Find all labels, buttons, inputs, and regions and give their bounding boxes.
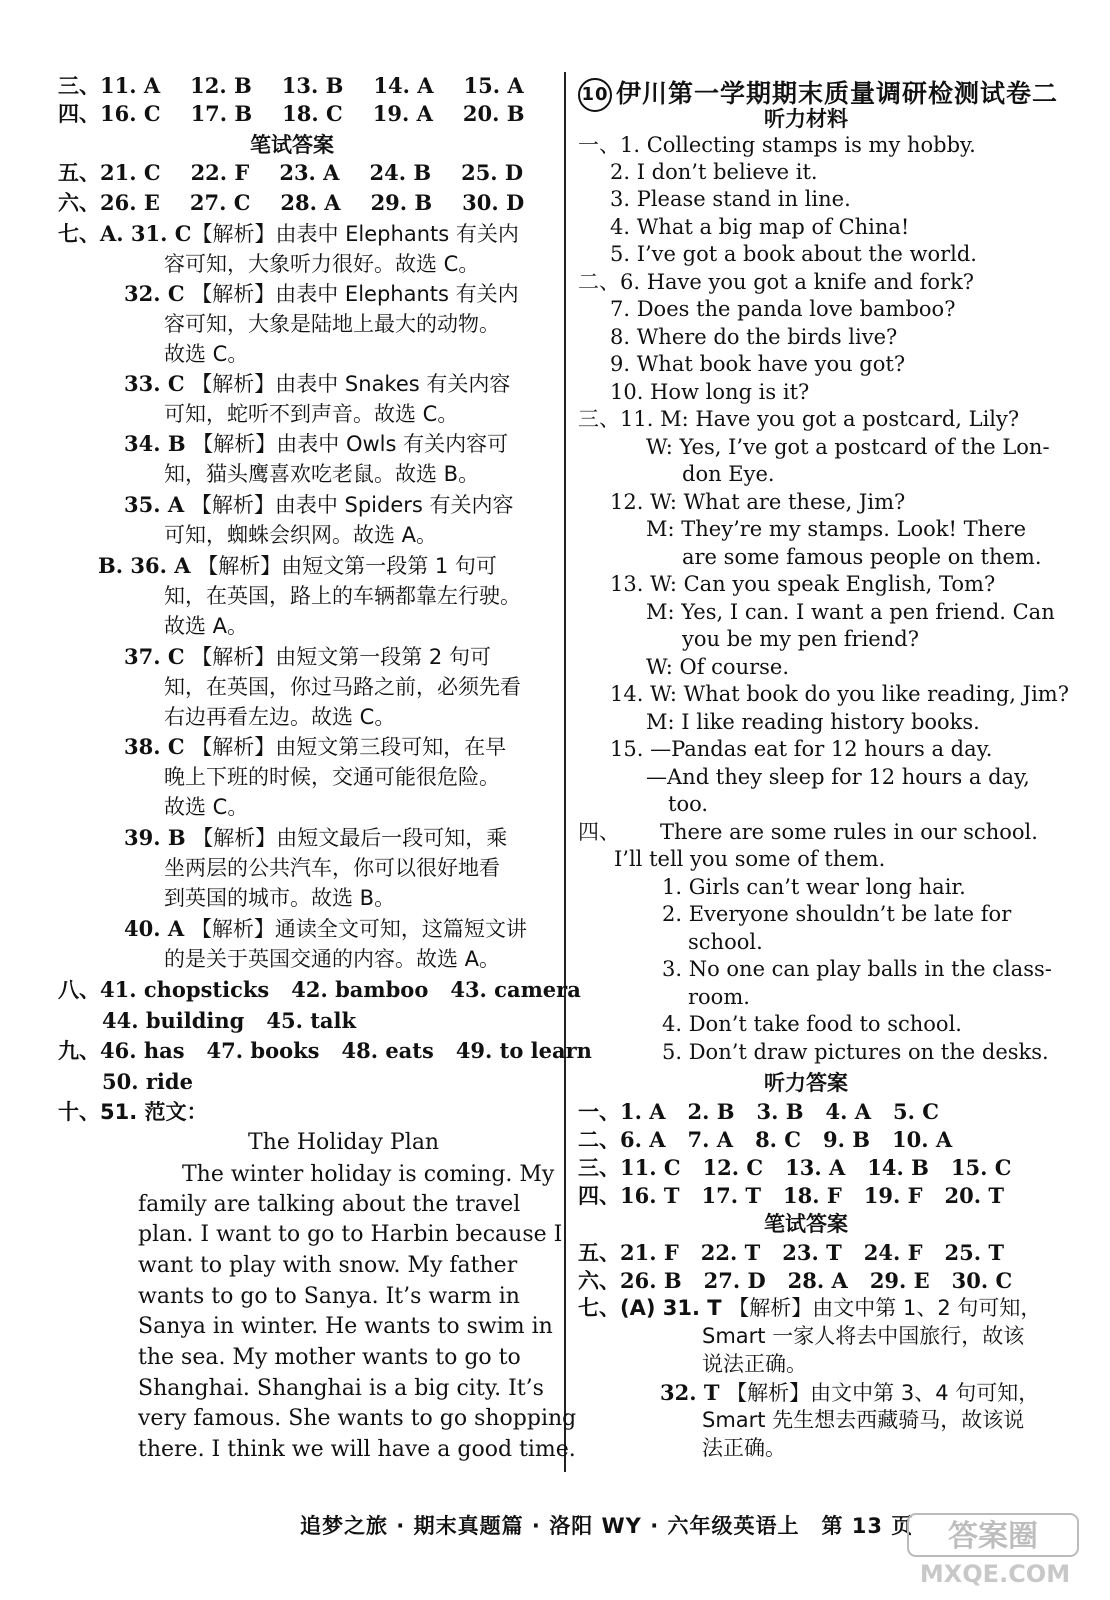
listening-item: 9. What book have you got? [610,352,906,376]
section-heading-written-answers: 笔试答案 [764,1212,848,1236]
dialog-line: M: They’re my stamps. Look! There [646,517,1027,541]
rule-item: 3. No one can play balls in the class- [662,957,1052,981]
explanation-33-line2: 可知，蛇听不到声音。故选 C。 [164,402,459,426]
answer-row-section-8-cont: 44. building 45. talk [102,1008,357,1033]
explanation-r32: 32. T 【解析】由文中第 3、4 句可知， [660,1380,1040,1405]
dialog-15: 15. —Pandas eat for 12 hours a day. [610,737,993,761]
site-watermark [900,1510,1100,1590]
rule-item: 1. Girls can’t wear long hair. [662,875,966,899]
answer-row: 三、11. C 12. C 13. A 14. B 15. C [578,1155,1012,1180]
explanation-38: 38. C 【解析】由短文第三段可知，在早 [124,734,507,759]
answer-row-section-9-cont: 50. ride [102,1069,193,1094]
dialog-14: 14. W: What book do you like reading, Jim? [610,682,1069,706]
explanation-35-line2: 可知，蜘蛛会织网。故选 A。 [164,523,438,547]
rule-item: 5. Don’t draw pictures on the desks. [662,1040,1049,1064]
explanation-40-line2: 的是关于英国交通的内容。故选 A。 [164,947,501,971]
answer-row-section-9: 九、46. has 47. books 48. eats 49. to learn [58,1038,592,1063]
paper-title: 10 伊川第一学期期末质量调研检测试卷二 [578,74,1058,112]
explanation-r31: 七、(A) 31. T 【解析】由文中第 1、2 句可知， [578,1296,1042,1320]
explanation-r32-line2: Smart 先生想去西藏骑马，故该说 [702,1408,1025,1432]
essay-line: family are talking about the travel [138,1192,521,1217]
dialog-line: M: I like reading history books. [646,710,980,734]
explanation-34: 34. B 【解析】由表中 Owls 有关内容可 [124,431,509,456]
essay-line: the sea. My mother wants to go to [138,1345,521,1370]
listening-item: 7. Does the panda love bamboo? [610,297,956,321]
listening-item: 8. Where do the birds live? [610,325,898,349]
explanation-40: 40. A 【解析】通读全文可知，这篇短文讲 [124,916,527,941]
dialog-13: 13. W: Can you speak English, Tom? [610,572,996,596]
answer-row-section-3: 三、11. A 12. B 13. B 14. A 15. A [58,73,524,98]
watermark-top-text: 答案圈 [948,1519,1038,1554]
explanation-37: 37. C 【解析】由短文第一段第 2 句可 [124,644,491,669]
answer-row-section-6: 六、26. E 27. C 28. A 29. B 30. D [58,190,525,215]
explanation-32-line3: 故选 C。 [164,342,249,366]
dialog-line: too. [668,792,709,816]
listening-item: 二、6. Have you got a knife and fork? [578,270,975,294]
answer-row: 五、21. F 22. T 23. T 24. F 25. T [578,1240,1004,1265]
listening-item: 2. I don’t believe it. [610,160,818,184]
explanation-33: 33. C 【解析】由表中 Snakes 有关内容 [124,371,511,396]
paper-number-badge: 10 [578,78,612,112]
explanation-35: 35. A 【解析】由表中 Spiders 有关内容 [124,492,514,517]
essay-line: Sanya in winter. He wants to swim in [138,1314,553,1339]
dialog-line: don Eye. [682,462,775,486]
explanation-37-line2: 知，在英国，你过马路之前，必须先看 [164,675,521,699]
explanation-34-line2: 知，猫头鹰喜欢吃老鼠。故选 B。 [164,462,480,486]
dialog-line: you be my pen friend? [682,627,919,651]
essay-line: wants to go to Sanya. It’s warm in [138,1284,520,1309]
explanation-r32-line3: 法正确。 [702,1436,786,1460]
listening-item: 一、1. Collecting stamps is my hobby. [578,133,976,157]
answer-row-section-8: 八、41. chopsticks 42. bamboo 43. camera [58,977,581,1002]
dialog-11: 三、11. M: Have you got a postcard, Lily? [578,407,1020,431]
answer-row-section-4: 四、16. C 17. B 18. C 19. A 20. B [58,101,525,126]
explanation-31-line2: 容可知，大象听力很好。故选 C。 [164,252,480,276]
explanation-36: B. 36. A 【解析】由短文第一段第 1 句可 [98,553,497,578]
essay-line: there. I think we will have a good time. [138,1437,576,1462]
listening-item: 4. What a big map of China! [610,215,910,239]
watermark-bottom-text: MXQE.COM [919,1560,1071,1588]
rule-item: school. [688,930,763,954]
explanation-39-line3: 到英国的城市。故选 B。 [164,886,396,910]
dialog-line: W: Of course. [646,655,790,679]
essay-line: plan. I want to go to Harbin because I [138,1222,563,1247]
explanation-38-line3: 故选 C。 [164,795,249,819]
dialog-line: —And they sleep for 12 hours a day, [646,765,1030,789]
rule-item: room. [688,985,750,1009]
answer-row-section-5: 五、21. C 22. F 23. A 24. B 25. D [58,160,524,185]
column-divider [564,72,566,1472]
explanation-39-line2: 坐两层的公共汽车，你可以很好地看 [164,856,500,880]
answer-row: 二、6. A 7. A 8. C 9. B 10. A [578,1127,953,1152]
essay-title: The Holiday Plan [248,1130,440,1155]
essay-line: Shanghai. Shanghai is a big city. It’s [138,1376,544,1401]
explanation-36-line2: 知，在英国，路上的车辆都靠左行驶。 [164,584,521,608]
explanation-38-line2: 晚上下班的时候，交通可能很危险。 [164,765,500,789]
dialog-line: W: Yes, I’ve got a postcard of the Lon- [646,435,1050,459]
explanation-31: 七、A. 31. C【解析】由表中 Elephants 有关内 [58,221,519,246]
explanation-r31-line2: Smart 一家人将去中国旅行，故该 [702,1324,1025,1348]
explanation-32-line2: 容可知，大象是陆地上最大的动物。 [164,312,500,336]
essay-line: The winter holiday is coming. My [182,1162,555,1187]
answer-row: 一、1. A 2. B 3. B 4. A 5. C [578,1099,939,1124]
explanation-36-line3: 故选 A。 [164,614,249,638]
listening-item: 5. I’ve got a book about the world. [610,242,977,266]
section-heading-listening-answers: 听力答案 [764,1071,848,1095]
explanation-37-line3: 右边再看左边。故选 C。 [164,705,396,729]
rule-item: 4. Don’t take food to school. [662,1012,962,1036]
essay-line: want to play with snow. My father [138,1253,518,1278]
listening-item: 3. Please stand in line. [610,187,851,211]
dialog-line: M: Yes, I can. I want a pen friend. Can [646,600,1055,624]
explanation-39: 39. B 【解析】由短文最后一段可知，乘 [124,825,508,850]
section-heading-listening-material: 听力材料 [764,107,848,131]
essay-line: very famous. She wants to go shopping [138,1406,577,1431]
answer-row: 四、16. T 17. T 18. F 19. F 20. T [578,1183,1004,1208]
dialog-12: 12. W: What are these, Jim? [610,490,906,514]
answer-row: 六、26. B 27. D 28. A 29. E 30. C [578,1268,1013,1293]
dialog-line: are some famous people on them. [682,545,1042,569]
explanation-32: 32. C 【解析】由表中 Elephants 有关内 [124,281,519,306]
rules-intro-line2: I’ll tell you some of them. [614,847,886,871]
answer-row-section-10: 十、51. 范文： [58,1100,208,1124]
listening-item: 10. How long is it? [610,380,810,404]
section-heading-written: 笔试答案 [250,133,334,157]
watermark-logo-icon [900,1510,1100,1590]
rule-item: 2. Everyone shouldn’t be late for [662,902,1012,926]
explanation-r31-line3: 说法正确。 [702,1352,807,1376]
rules-intro: 四、 There are some rules in our school. [578,820,1038,844]
page-footer: 追梦之旅 · 期末真题篇 · 洛阳 WY · 六年级英语上 第 13 页 [300,1514,914,1538]
